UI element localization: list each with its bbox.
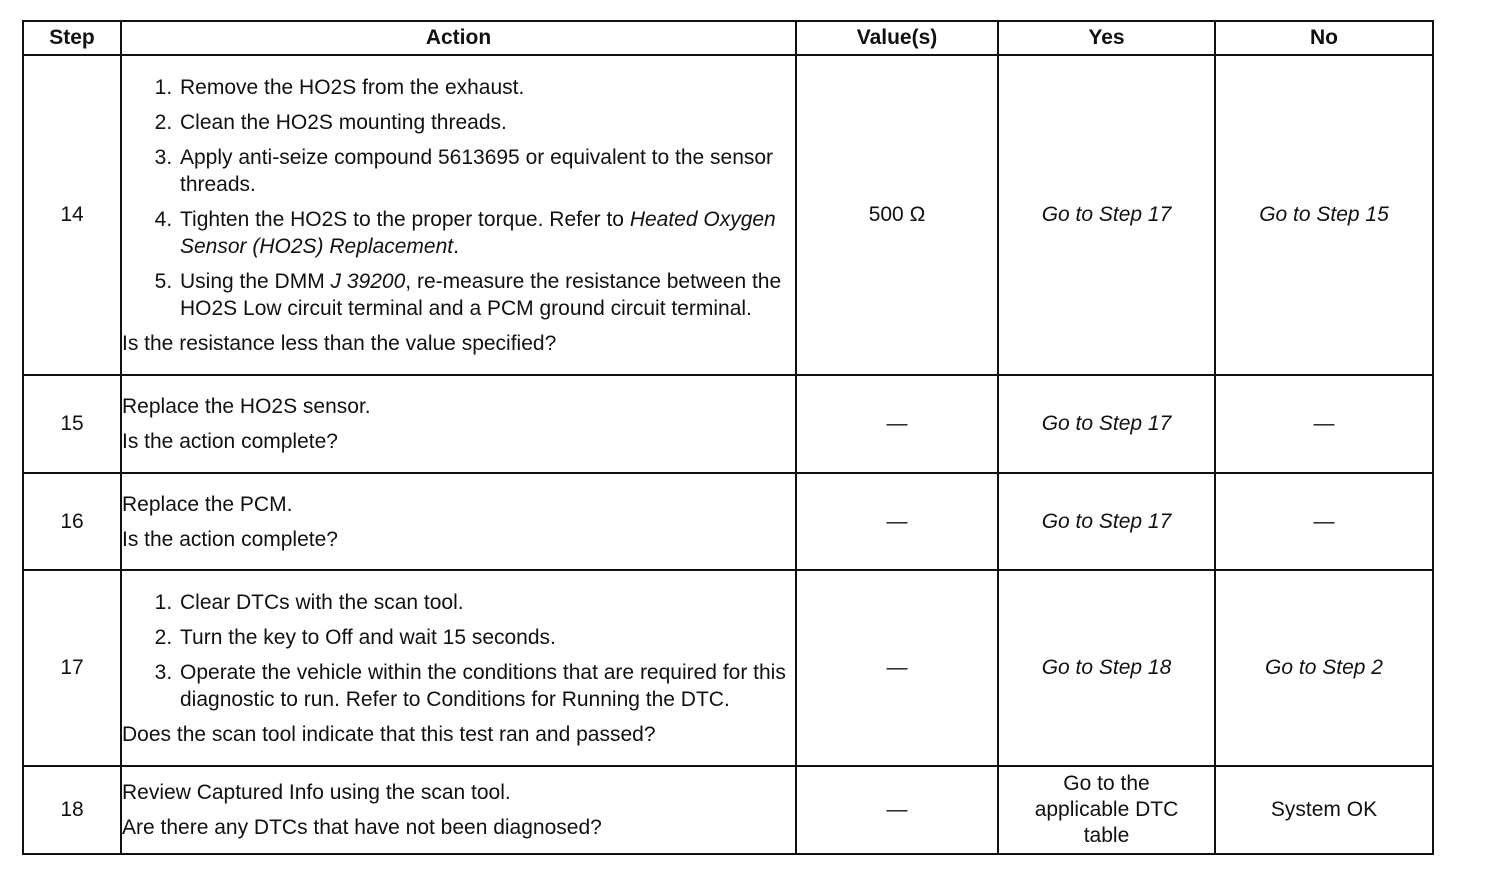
table-row [23, 570, 1433, 766]
action-question: Is the action complete? [122, 430, 338, 453]
value-cell: — [796, 375, 998, 473]
action-steps [122, 74, 795, 322]
action-step: 1. Clear DTCs with the scan tool. [178, 589, 795, 616]
step-number: 17 [23, 570, 121, 766]
yes-cell: Go to the applicable DTC table [998, 766, 1215, 854]
header-action: Action [121, 21, 796, 55]
step-number: 16 [23, 473, 121, 570]
action-step: 2. Turn the key to Off and wait 15 seconds. [178, 624, 795, 651]
table-row [23, 375, 1433, 473]
action-instruction: Replace the PCM. [122, 492, 293, 516]
step-number: 15 [23, 375, 121, 473]
diagnostic-table [22, 20, 1434, 855]
action-step: 2. Clean the HO2S mounting threads. [178, 109, 795, 136]
header-values: Value(s) [796, 21, 998, 55]
header-no: No [1215, 21, 1433, 55]
procedure-reference: Heated Oxygen Sensor (HO2S) Replacement [180, 207, 776, 258]
value-cell: — [796, 766, 998, 854]
action-step: 3. Apply anti-seize compound 5613695 or equivalent to the sensor threads. [178, 144, 795, 198]
action-step: 3. Operate the vehicle within the conditions that are required for this diagnostic to run. Refer to Conditions for Running the DTC. [178, 659, 795, 713]
value-cell: 500 Ω [796, 55, 998, 375]
tool-reference: J 39200 [330, 269, 406, 293]
yes-cell: Go to Step 17 [998, 473, 1215, 570]
no-cell: — [1215, 375, 1433, 473]
table-row [23, 766, 1433, 854]
action-question: Is the action complete? [122, 527, 338, 551]
step-number: 14 [23, 55, 121, 375]
action-step: 1. Remove the HO2S from the exhaust. [178, 74, 795, 101]
action-step [178, 206, 795, 260]
action-cell [121, 570, 796, 766]
no-cell: Go to Step 15 [1215, 55, 1433, 375]
text-segment: Tighten the HO2S to the proper torque. Refer to [180, 207, 630, 231]
text-segment: , re-measure the resistance between the HO2S Low circuit terminal and a PCM ground circuit terminal. [180, 269, 782, 320]
action-cell [121, 766, 796, 854]
yes-cell: Go to Step 17 [998, 375, 1215, 473]
action-cell [121, 55, 796, 375]
yes-cell: Go to Step 18 [998, 570, 1215, 766]
no-cell: System OK [1215, 766, 1433, 854]
action-step [178, 268, 795, 322]
action-question: Are there any DTCs that have not been diagnosed? [122, 816, 602, 839]
action-question: Does the scan tool indicate that this test ran and passed? [122, 722, 656, 746]
action-instruction: Review Captured Info using the scan tool. [122, 781, 511, 804]
action-steps [122, 589, 795, 713]
step-number: 18 [23, 766, 121, 854]
header-yes: Yes [998, 21, 1215, 55]
action-instruction: Replace the HO2S sensor. [122, 395, 371, 418]
value-cell: — [796, 570, 998, 766]
yes-cell: Go to Step 17 [998, 55, 1215, 375]
value-cell: — [796, 473, 998, 570]
no-cell: Go to Step 2 [1215, 570, 1433, 766]
no-cell: — [1215, 473, 1433, 570]
table-row [23, 55, 1433, 375]
text-segment: Using the DMM [180, 269, 331, 293]
table-row [23, 473, 1433, 570]
text-segment: . [453, 234, 459, 258]
action-cell [121, 473, 796, 570]
action-cell [121, 375, 796, 473]
header-step: Step [23, 21, 121, 55]
action-question: Is the resistance less than the value specified? [122, 331, 557, 355]
header-row [23, 21, 1433, 55]
